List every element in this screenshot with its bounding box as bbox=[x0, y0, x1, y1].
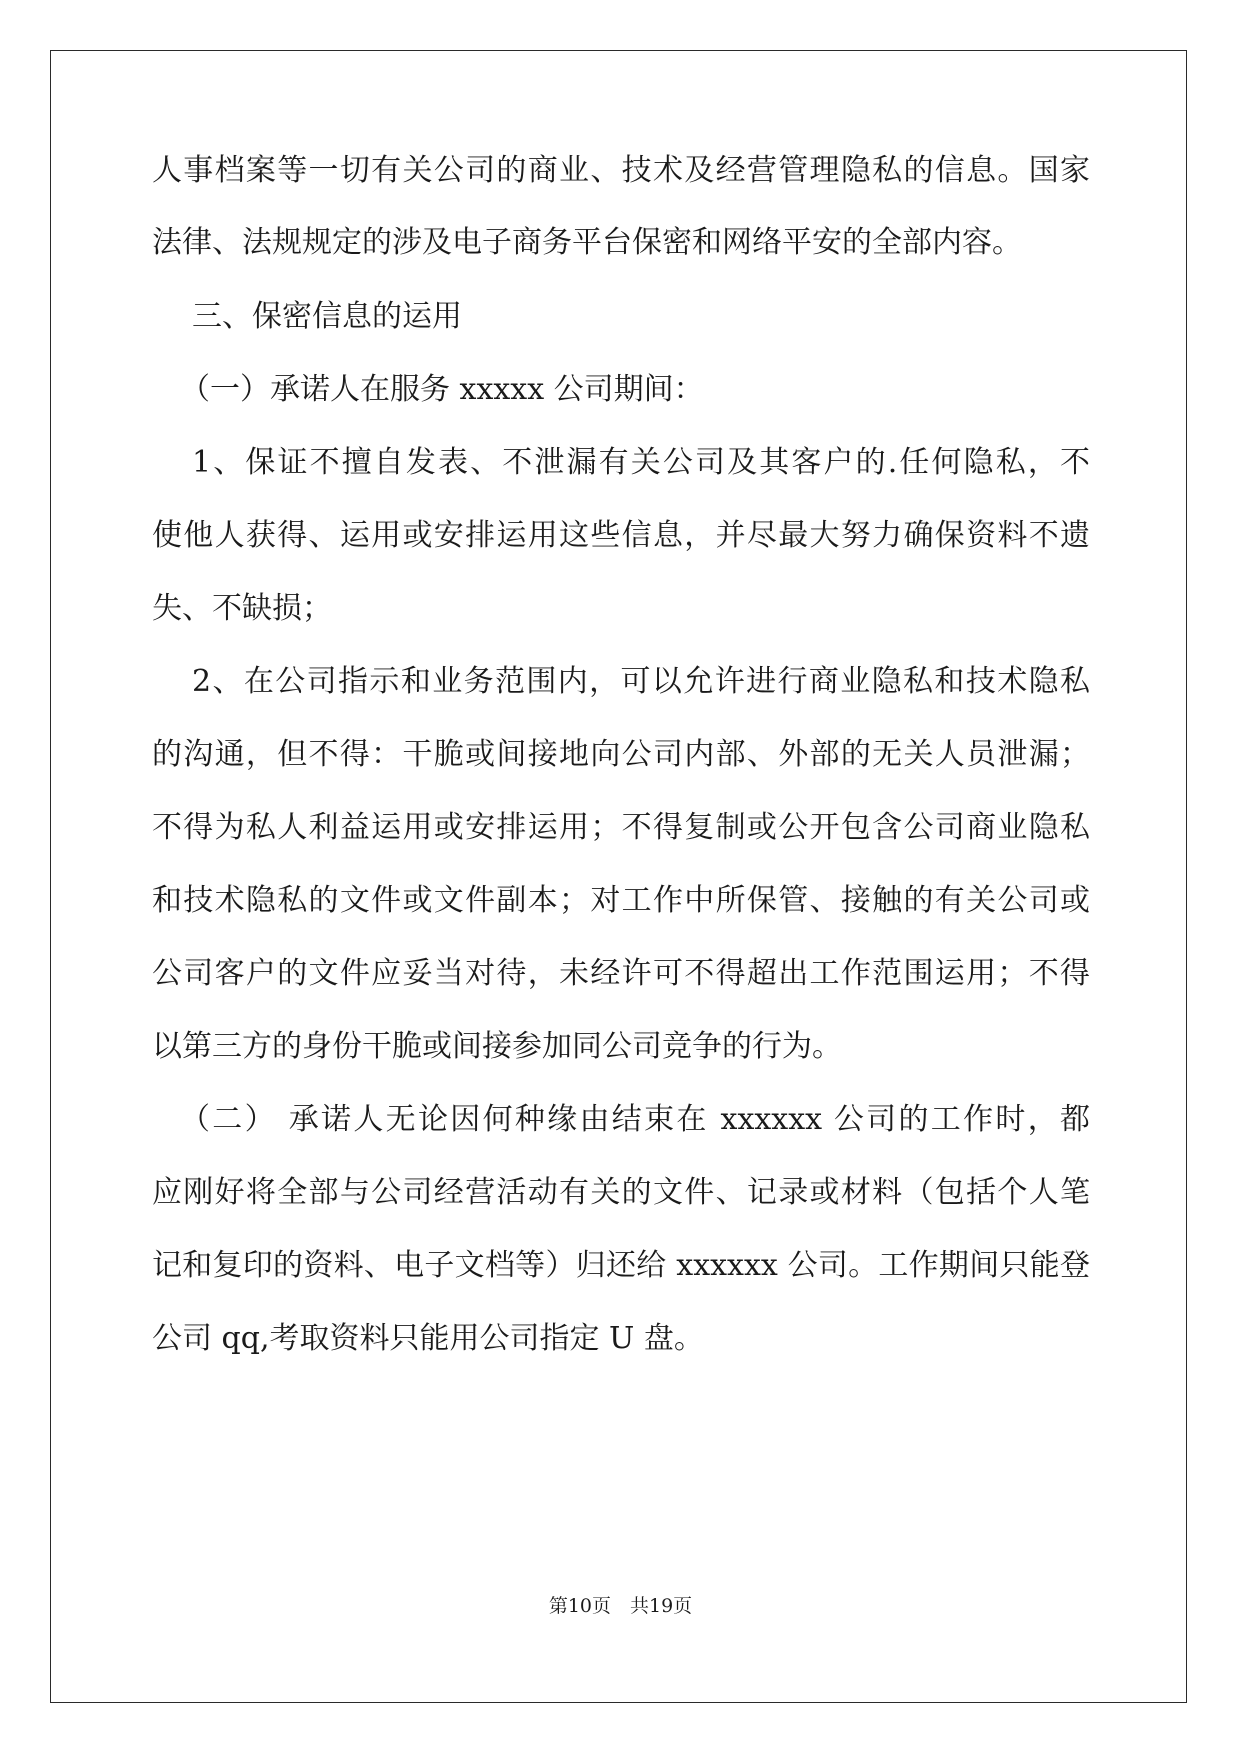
text-line: 公司 qq,考取资料只能用公司指定 U 盘。 bbox=[152, 1321, 704, 1356]
section-heading: 三、保密信息的运用 bbox=[192, 299, 462, 334]
text-line: （二） 承诺人无论因何种缘由结束在 xxxxxx 公司的工作时，都 bbox=[180, 1102, 1090, 1137]
page-number-footer: 第10页 共19页 bbox=[548, 1595, 693, 1617]
text-line: 公司客户的文件应妥当对待，未经许可不得超出工作范围运用；不得 bbox=[152, 956, 1090, 991]
text-line: 以第三方的身份干脆或间接参加同公司竞争的行为。 bbox=[152, 1029, 842, 1064]
text-line: 使他人获得、运用或安排运用这些信息，并尽最大努力确保资料不遗 bbox=[152, 518, 1090, 553]
text-line: 法律、法规规定的涉及电子商务平台保密和网络平安的全部内容。 bbox=[152, 225, 1022, 260]
text-line: 和技术隐私的文件或文件副本；对工作中所保管、接触的有关公司或 bbox=[152, 883, 1090, 918]
text-line: 人事档案等一切有关公司的商业、技术及经营管理隐私的信息。国家 bbox=[152, 153, 1090, 188]
text-line: 不得为私人利益运用或安排运用；不得复制或公开包含公司商业隐私 bbox=[152, 810, 1090, 845]
text-line: 记和复印的资料、电子文档等）归还给 xxxxxx 公司。工作期间只能登 bbox=[152, 1248, 1090, 1283]
subsection-heading: （一）承诺人在服务 xxxxx 公司期间： bbox=[180, 372, 704, 407]
text-line: 失、不缺损； bbox=[152, 591, 332, 626]
text-line: 应刚好将全部与公司经营活动有关的文件、记录或材料（包括个人笔 bbox=[152, 1175, 1090, 1210]
text-line: 2、在公司指示和业务范围内，可以允许进行商业隐私和技术隐私 bbox=[192, 664, 1090, 699]
text-line: 的沟通，但不得：干脆或间接地向公司内部、外部的无关人员泄漏； bbox=[152, 737, 1090, 772]
text-line: 1、保证不擅自发表、不泄漏有关公司及其客户的.任何隐私，不 bbox=[192, 445, 1090, 480]
